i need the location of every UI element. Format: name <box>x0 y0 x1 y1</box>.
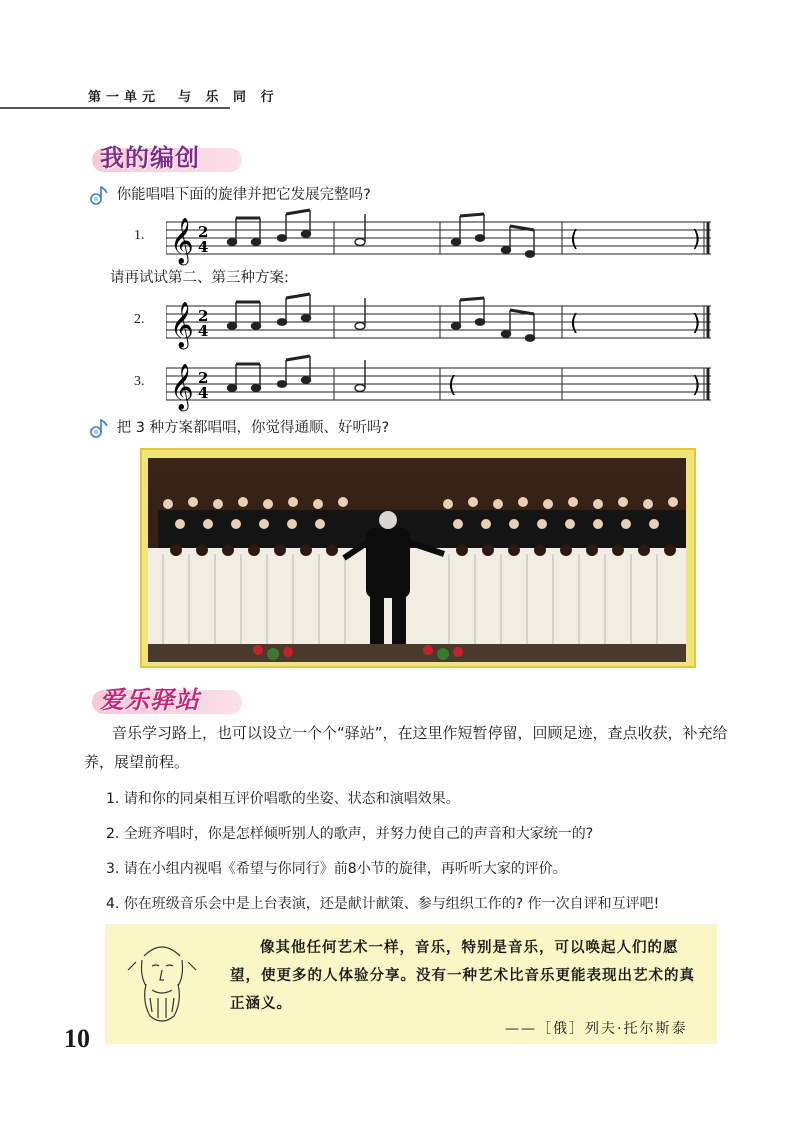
music-note-icon <box>88 417 110 439</box>
page-number: 10 <box>64 1024 90 1053</box>
svg-text:𝄞: 𝄞 <box>170 302 194 348</box>
question-2 <box>88 416 389 439</box>
intro-paragraph: 音乐学习路上，也可以设立一个个“驿站”，在这里作短暂停留，回顾足迹，查点收获，补充给养，展望前程。 <box>84 724 728 771</box>
staff-3-notation <box>166 352 711 412</box>
svg-text:𝄞: 𝄞 <box>170 218 194 264</box>
staff-1 <box>130 206 710 266</box>
music-note-icon <box>88 184 110 206</box>
staff-2 <box>130 290 710 350</box>
staff-label: 1. <box>134 228 145 243</box>
section-heading-station <box>92 680 242 716</box>
svg-text:𝄞: 𝄞 <box>170 364 194 410</box>
svg-text:2: 2 <box>198 307 209 325</box>
quote-author: ——［俄］列夫·托尔斯泰 <box>505 1021 688 1037</box>
svg-text:2: 2 <box>198 369 209 387</box>
svg-text:4: 4 <box>198 322 209 340</box>
svg-text:4: 4 <box>198 238 209 256</box>
staff-2-notation <box>166 290 711 350</box>
staff-label: 3. <box>134 374 145 389</box>
header-rule <box>0 107 230 109</box>
unit-header: 第一单元 与 乐 同 行 <box>88 90 279 105</box>
section-title: 爱乐驿站 <box>100 686 200 714</box>
svg-text:4: 4 <box>198 384 209 402</box>
svg-text:): ) <box>692 311 701 336</box>
svg-text:): ) <box>692 227 701 252</box>
svg-text:2: 2 <box>198 223 209 241</box>
tolstoy-portrait-icon <box>122 932 202 1028</box>
choir-concert-photo <box>148 458 686 662</box>
svg-text:(: ( <box>448 373 457 398</box>
staff-label: 2. <box>134 312 145 327</box>
section-heading-creation <box>92 138 242 174</box>
staff-3 <box>130 352 710 412</box>
list-item: 2. 全班齐唱时，你是怎样倾听别人的歌声，并努力使自己的声音和大家统一的? <box>106 826 594 842</box>
list-item: 1. 请和你的同桌相互评价唱歌的坐姿、状态和演唱效果。 <box>106 791 460 807</box>
section-title: 我的编创 <box>100 144 200 172</box>
prompt-2: 请再试试第二、第三种方案: <box>110 270 289 286</box>
question-1 <box>88 183 371 206</box>
staff-1-notation <box>166 206 711 266</box>
svg-text:(: ( <box>570 227 579 252</box>
list-item: 4. 你在班级音乐会中是上台表演，还是献计献策、参与组织工作的? 作一次自评和互评吧! <box>106 896 660 912</box>
svg-text:): ) <box>692 373 701 398</box>
quote-text: 像其他任何艺术一样，音乐，特别是音乐，可以唤起人们的愿望，使更多的人体验分享。没有一种艺术比音乐更能表现出艺术的真正涵义。 <box>230 940 695 1012</box>
question-2-text: 把 3 种方案都唱唱，你觉得通顺、好听吗? <box>116 420 390 436</box>
svg-text:(: ( <box>570 311 579 336</box>
question-1-text: 你能唱唱下面的旋律并把它发展完整吗? <box>116 187 371 203</box>
list-item: 3. 请在小组内视唱《希望与你同行》前8小节的旋律，再听听大家的评价。 <box>106 861 567 877</box>
